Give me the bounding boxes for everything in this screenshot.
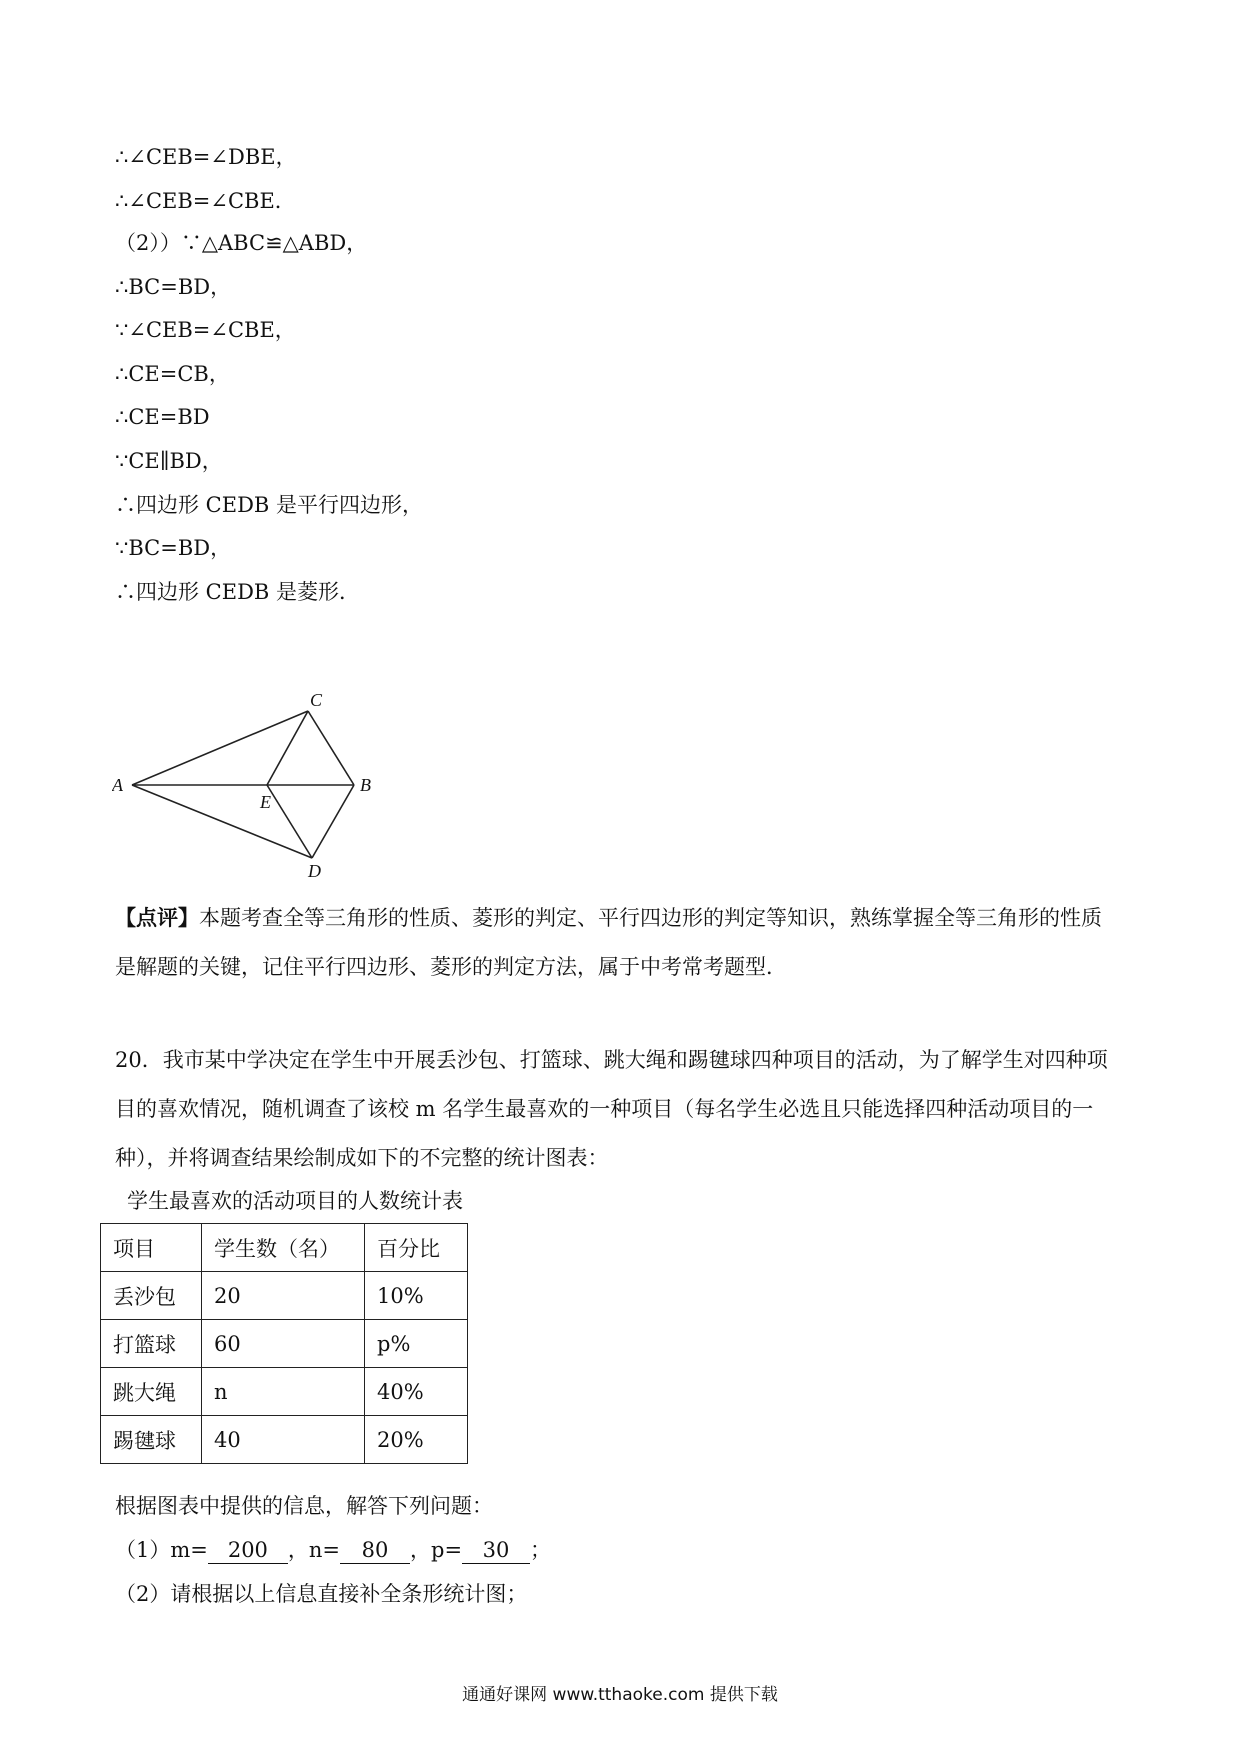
table-cell: 60 [202, 1320, 365, 1368]
rhombus-figure [112, 692, 372, 882]
segment-cb [308, 711, 354, 785]
label-c: C [310, 692, 323, 710]
table-cell: 跳大绳 [101, 1368, 202, 1416]
segment-ed [267, 785, 312, 858]
q1-sep-p: ，p= [410, 1538, 463, 1562]
table-cell: 踢毽球 [101, 1416, 202, 1464]
answer-p-blank: 30 [462, 1537, 530, 1564]
label-e: E [260, 792, 271, 812]
table-header: 学生数（名） [202, 1224, 365, 1272]
table-cell: p% [365, 1320, 468, 1368]
proof-line-11: ∴四边形 CEDB 是菱形． [115, 580, 361, 604]
proof-line-5: ∵∠CEB=∠CBE， [115, 318, 296, 342]
segment-bd [312, 785, 354, 858]
proof-line-10: ∵BC=BD， [115, 536, 232, 560]
table-row [101, 1416, 468, 1464]
page-footer: 通通好课网 www.tthaoke.com 提供下载 [462, 1685, 778, 1705]
segment-ac [132, 711, 308, 785]
answer-n-blank: 80 [340, 1537, 410, 1564]
table-header: 百分比 [365, 1224, 468, 1272]
proof-line-2: ∴∠CEB=∠CBE． [115, 189, 296, 213]
statistics-table [100, 1223, 468, 1464]
proof-line-3: （2））∵△ABC≌△ABD， [115, 231, 368, 255]
table-cell: 打篮球 [101, 1320, 202, 1368]
table-header-row [101, 1224, 468, 1272]
proof-line-8: ∵CE∥BD， [115, 449, 223, 473]
label-a: A [112, 775, 123, 795]
proof-line-7: ∴CE=BD [115, 405, 210, 429]
proof-line-4: ∴BC=BD， [115, 275, 232, 299]
review-tag: 【点评】 [115, 905, 199, 930]
table-row [101, 1368, 468, 1416]
question-2: （2）请根据以上信息直接补全条形统计图； [115, 1582, 528, 1606]
table-cell: 丢沙包 [101, 1272, 202, 1320]
q1-prefix: （1）m= [115, 1538, 208, 1562]
table-cell: n [202, 1368, 365, 1416]
q1-end: ； [530, 1538, 552, 1562]
answer-m-blank: 200 [208, 1537, 288, 1564]
table-cell: 20% [365, 1416, 468, 1464]
label-d: D [308, 861, 321, 881]
questions-intro: 根据图表中提供的信息，解答下列问题： [115, 1494, 493, 1518]
segment-ad [132, 785, 312, 858]
table-cell: 40 [202, 1416, 365, 1464]
table-row [101, 1272, 468, 1320]
label-b: B [360, 775, 371, 795]
table-cell: 10% [365, 1272, 468, 1320]
table-caption: 学生最喜欢的活动项目的人数统计表 [127, 1189, 463, 1213]
question-1 [115, 1535, 551, 1565]
table-header: 项目 [101, 1224, 202, 1272]
table-cell: 20 [202, 1272, 365, 1320]
problem-20-text: 20．我市某中学决定在学生中开展丢沙包、打篮球、跳大绳和踢毽球四种项目的活动，为了解学生对四种项目的喜欢情况，随机调查了该校 m 名学生最喜欢的一种项目（每名学生必选且只能选择四种活动项目的一种），并将调查结果绘制成如下的不完整的统计图表： [115, 1048, 1108, 1170]
segment-ce [267, 711, 308, 785]
table-cell: 40% [365, 1368, 468, 1416]
q1-sep-n: ，n= [287, 1538, 340, 1562]
review-text: 本题考查全等三角形的性质、菱形的判定、平行四边形的判定等知识，熟练掌握全等三角形的性质是解题的关键，记住平行四边形、菱形的判定方法，属于中考常考题型． [115, 906, 1102, 979]
review-paragraph [115, 893, 1105, 992]
table-row [101, 1320, 468, 1368]
proof-line-1: ∴∠CEB=∠DBE， [115, 145, 297, 169]
proof-line-6: ∴CE=CB， [115, 362, 230, 386]
proof-line-9: ∴四边形 CEDB 是平行四边形， [115, 493, 424, 517]
